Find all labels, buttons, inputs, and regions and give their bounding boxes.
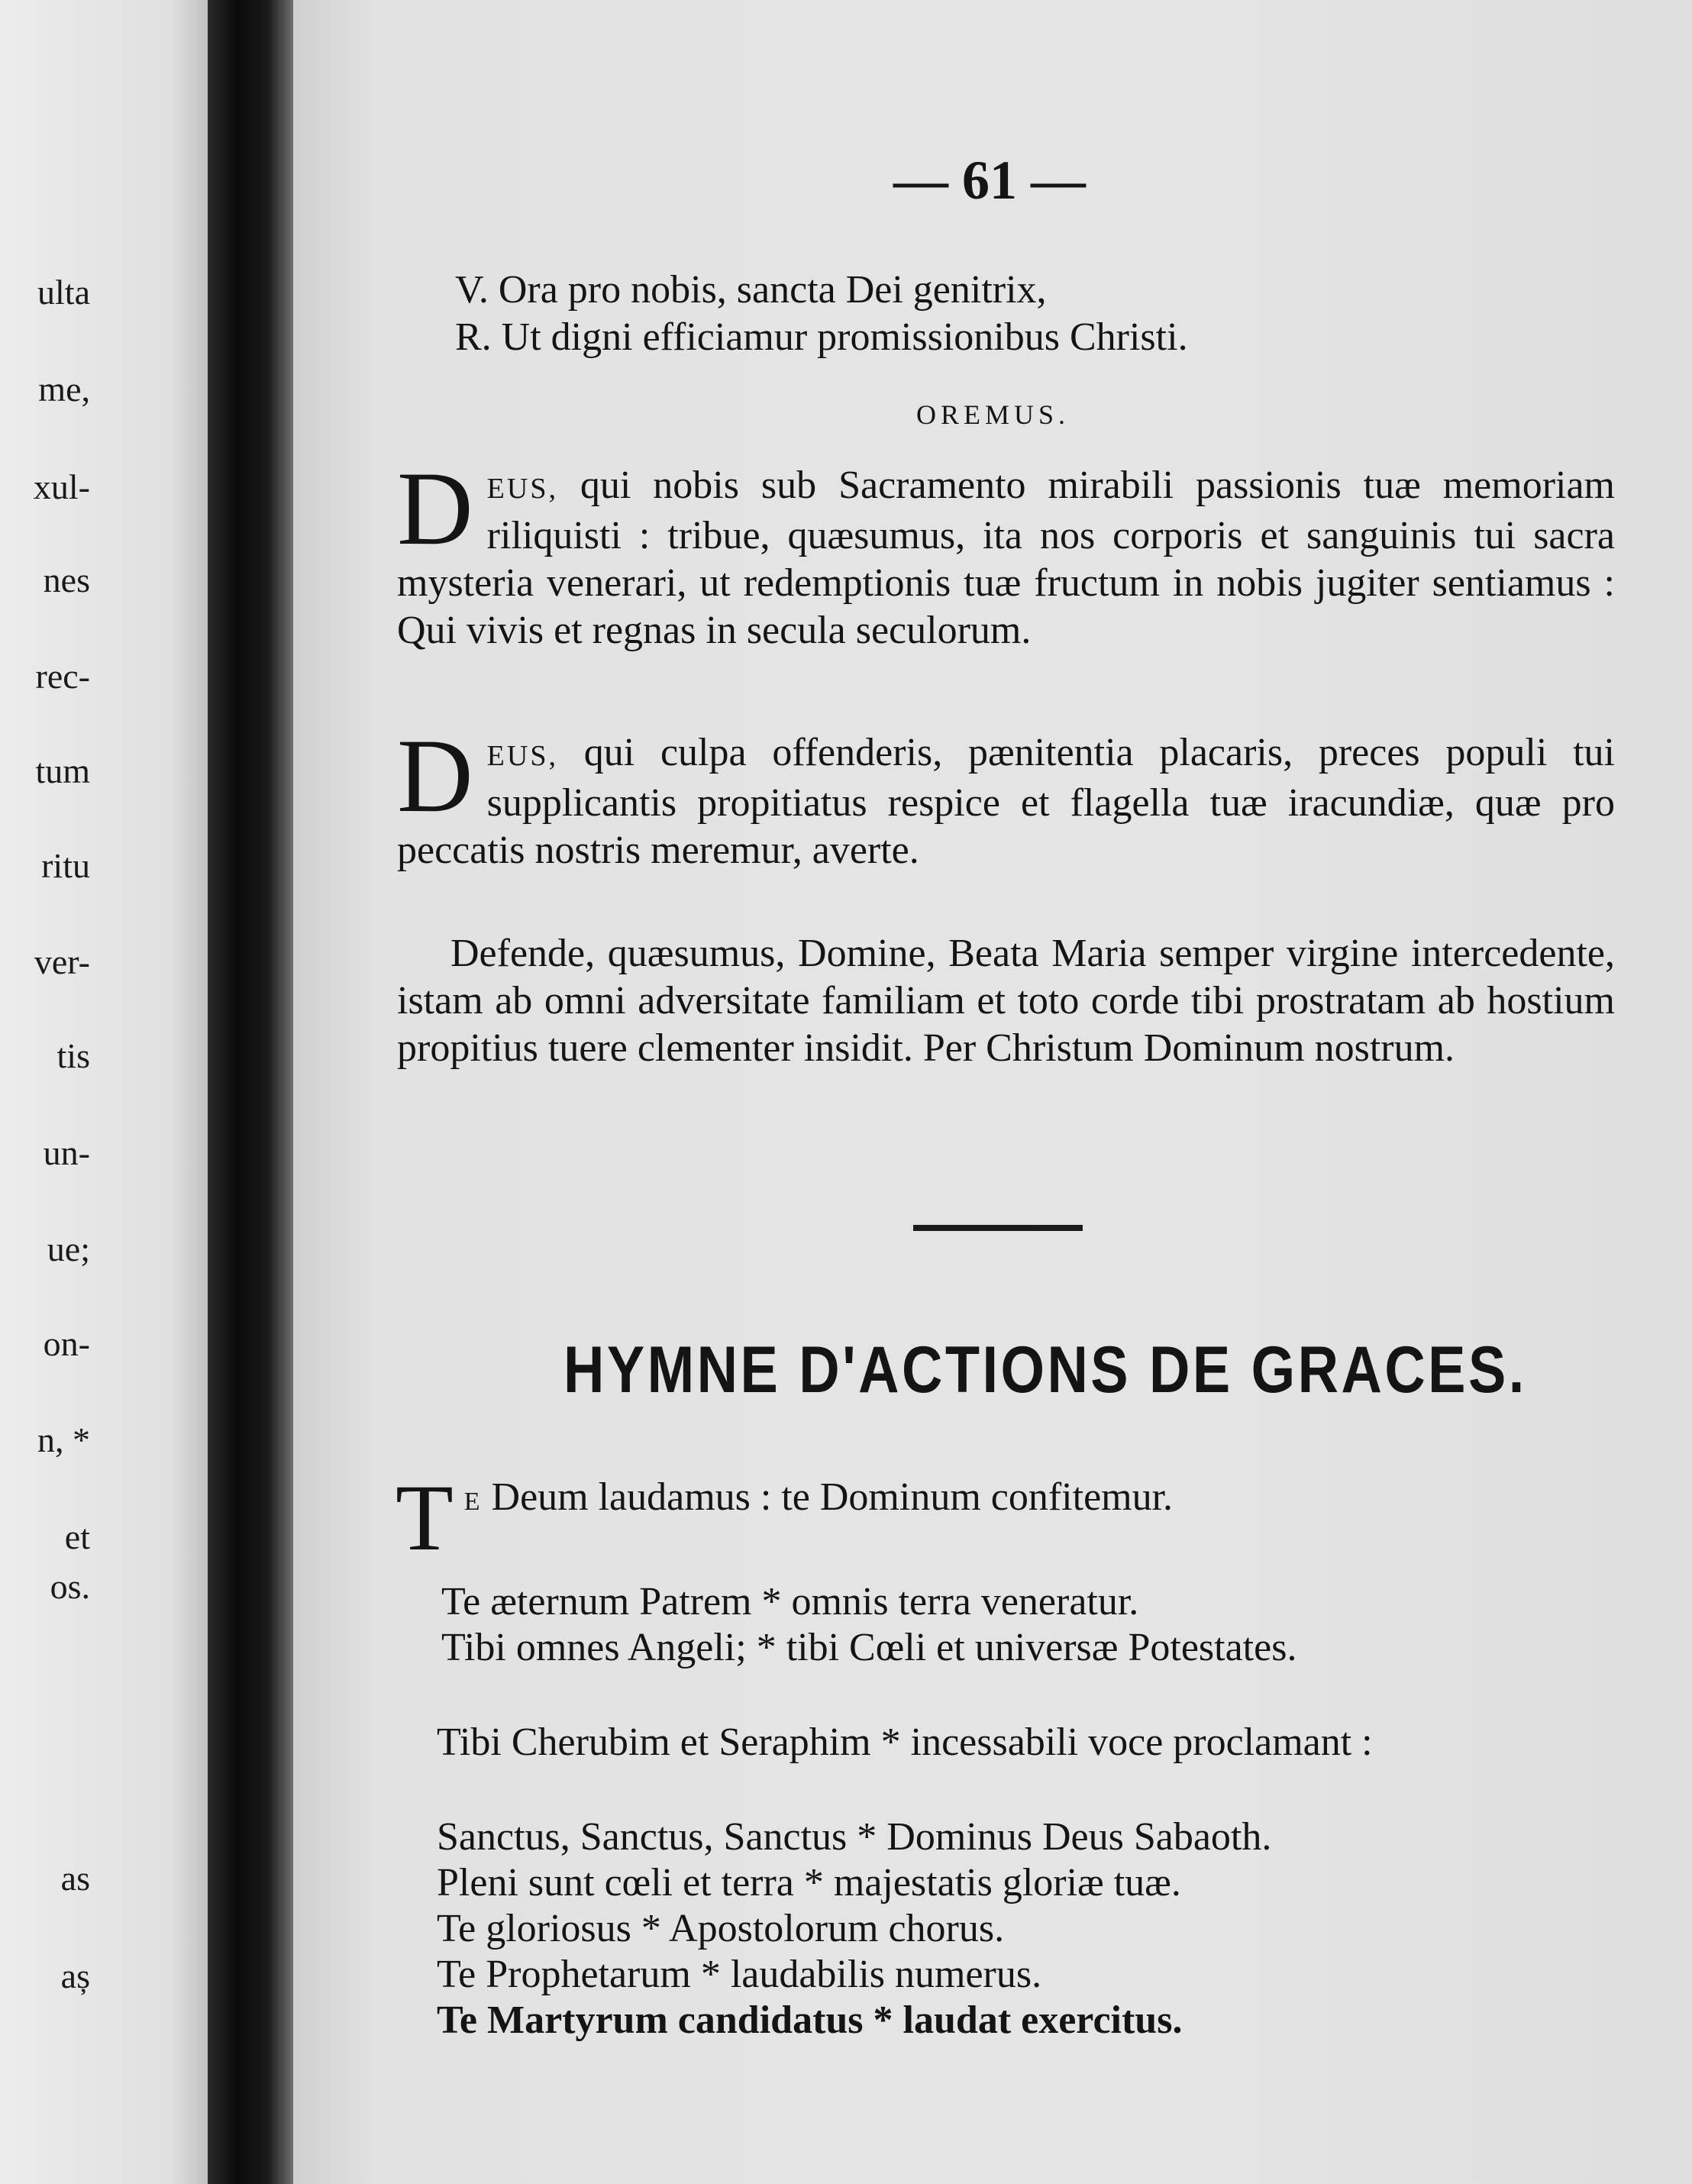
small-caps-word: EUS,	[486, 740, 558, 772]
left-page-fragment-line: tum	[35, 751, 90, 790]
response: R. Ut digni efficiamur promissionibus Christi.	[455, 315, 1188, 359]
hymn-title: HYMNE D'ACTIONS DE GRACES.	[563, 1333, 1527, 1407]
hymn-verse: Tibi omnes Angeli; * tibi Cœli et universæ Potestates.	[441, 1626, 1297, 1669]
small-caps-word: EUS,	[486, 473, 558, 505]
left-page-fragment-line: aș	[60, 1956, 90, 1995]
left-page-fragment-line: rec-	[35, 657, 90, 696]
prayer-paragraph-1	[397, 450, 1615, 654]
hymn-verse: Pleni sunt cœli et terra * majestatis gloriæ tuæ.	[437, 1861, 1181, 1905]
page-number: — 61 —	[893, 150, 1086, 211]
left-page-fragment-line: et	[64, 1517, 90, 1556]
prayer-paragraph-3: Defende, quæsumus, Domine, Beata Maria semper virgine intercedente, istam ab omni adversitate familiam et toto corde tibi prostratam ab hostium propitius tuere clementer insidit. Per Christum Dominum nostrum.	[397, 932, 1615, 1070]
versicle: V. Ora pro nobis, sancta Dei genitrix,	[455, 268, 1047, 312]
drop-cap: D	[397, 450, 473, 567]
small-caps-word: E	[463, 1488, 482, 1516]
prayer-text: qui nobis sub Sacramento mirabili passionis tuæ memoriam riliquisti : tribue, quæsumus, ita nos corporis et sanguinis tui sacra mysteria venerari, ut redemptionis tuæ fructum in nobis jugiter sentiamus : Qui vivis et regnas in secula seculorum.	[397, 464, 1615, 652]
left-page-fragment-line: me,	[38, 370, 90, 409]
hymn-verse: Te Martyrum candidatus * laudat exercitus.	[437, 1998, 1183, 2042]
left-page-fragment-line: tis	[57, 1036, 90, 1075]
left-page-fragment-line: os.	[50, 1567, 90, 1606]
hymn-verse: Tibi Cherubim et Seraphim * incessabili voce proclamant :	[437, 1720, 1373, 1764]
book-gutter	[208, 0, 293, 2184]
left-page-fragment-line: nes	[43, 561, 90, 599]
hymn-verse: Te gloriosus * Apostolorum chorus.	[437, 1907, 1005, 1950]
left-page-fragment-line: ue;	[47, 1229, 90, 1268]
hymn-verse-text: Deum laudamus : te Dominum confitemur.	[481, 1475, 1174, 1519]
oremus-heading: OREMUS.	[916, 399, 1070, 430]
left-page-fragment-line: on-	[43, 1324, 90, 1363]
prayer-paragraph-2	[397, 717, 1615, 874]
left-page-fragment-line: ver-	[34, 942, 90, 981]
hymn-verse: Te æternum Patrem * omnis terra veneratur.	[441, 1580, 1139, 1623]
left-page-fragment-line: ritu	[41, 846, 90, 885]
drop-cap: T	[396, 1465, 454, 1570]
left-page-fragment-line: as	[60, 1859, 90, 1898]
drop-cap: D	[397, 717, 473, 834]
hymn-verse: Sanctus, Sanctus, Sanctus * Dominus Deus Sabaoth.	[437, 1815, 1272, 1859]
left-page-fragment-line: ulta	[37, 273, 90, 312]
hymn-first-verse	[396, 1465, 1598, 1570]
left-page-fragment-line: n, *	[37, 1420, 90, 1459]
section-divider	[913, 1225, 1083, 1231]
left-page-fragment-line: xul-	[33, 467, 90, 506]
hymn-verse: Te Prophetarum * laudabilis numerus.	[437, 1953, 1042, 1996]
left-page-fragment	[0, 0, 214, 2184]
left-page-fragment-line: un-	[43, 1133, 90, 1172]
prayer-text: qui culpa offenderis, pænitentia placaris, preces populi tui supplicantis propitiatus respice et flagella tuæ iracundiæ, quæ pro peccatis nostris meremur, averte.	[397, 731, 1615, 872]
